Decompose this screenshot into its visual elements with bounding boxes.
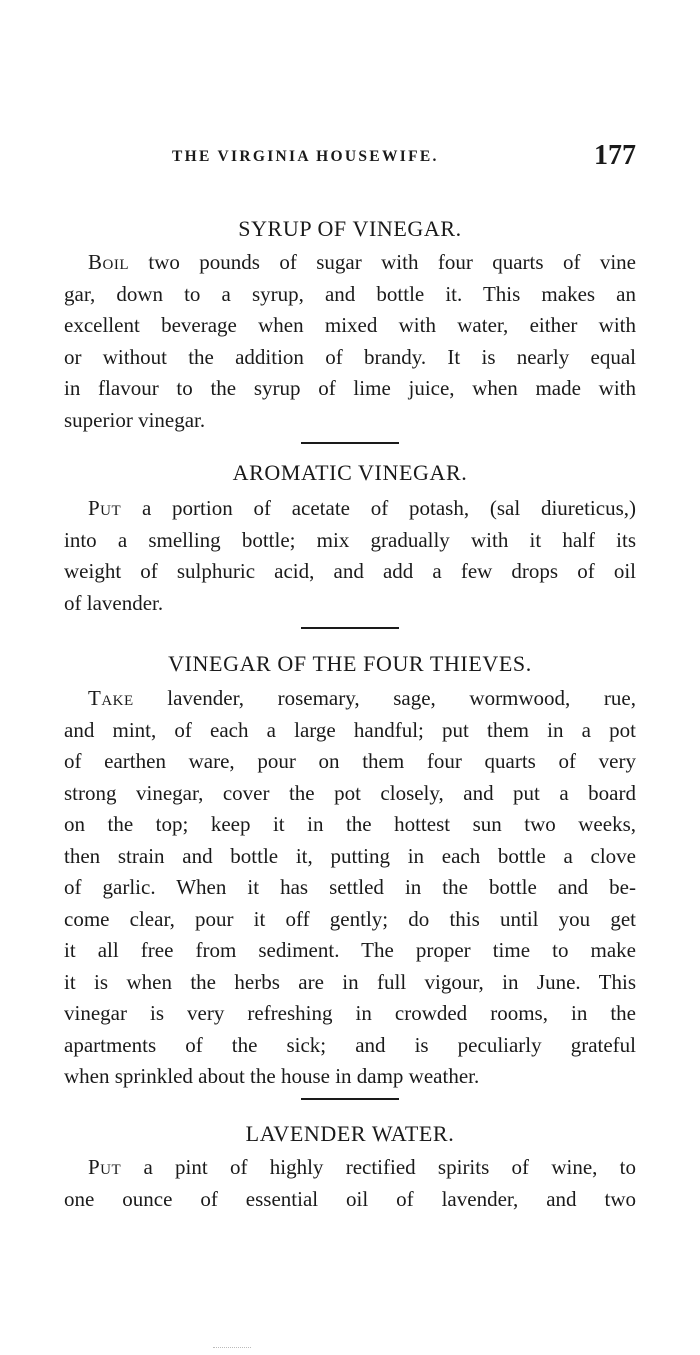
text-line: then strain and bottle it, putting in each bottle a clove: [64, 843, 636, 868]
text-line: gar, down to a syrup, and bottle it. This makes an: [64, 281, 636, 306]
text-line: Put a pint of highly rectified spirits of wine, to: [88, 1155, 636, 1179]
lead-word: Put: [88, 496, 122, 520]
text-line: one ounce of essential oil of lavender, and two: [64, 1186, 636, 1211]
text-line: excellent beverage when mixed with water, either with: [64, 313, 636, 337]
text-line: Put a portion of acetate of potash, (sal diureticus,): [88, 496, 636, 520]
section-title-aromatic-vinegar: AROMATIC VINEGAR.: [232, 460, 468, 485]
text-line: on the top; keep it in the hottest sun two weeks,: [64, 812, 636, 836]
text-line: when sprinkled about the house in damp weather.: [64, 1064, 480, 1088]
scan-smudge: [213, 1347, 251, 1350]
recipe-lavender-water: [64, 1152, 636, 1215]
text-line: or without the addition of brandy. It is nearly equal: [64, 344, 636, 369]
text-line: superior vinegar.: [64, 407, 206, 432]
text-line: Take lavender, rosemary, sage, wormwood, rue,: [88, 686, 636, 710]
text-line: strong vinegar, cover the pot closely, and put a board: [64, 780, 636, 805]
text-line: come clear, pour it off gently; do this until you get: [64, 906, 636, 931]
section-divider: [301, 1098, 399, 1100]
text-line: Boil two pounds of sugar with four quarts of vine: [88, 250, 636, 274]
text-line: vinegar is very refreshing in crowded rooms, in the: [64, 1001, 636, 1025]
text-line: of lavender.: [64, 590, 164, 615]
text-line: of garlic. When it has settled in the bottle and be-: [64, 875, 636, 899]
section-divider: [301, 442, 399, 444]
section-title-four-thieves: VINEGAR OF THE FOUR THIEVES.: [168, 651, 532, 676]
page-number: 177: [594, 140, 636, 171]
text-line: and mint, of each a large handful; put them in a pot: [64, 717, 636, 742]
text-line: of earthen ware, pour on them four quarts of very: [64, 749, 636, 773]
section-title-lavender-water: LAVENDER WATER.: [245, 1121, 455, 1146]
section-title-syrup-of-vinegar: SYRUP OF VINEGAR.: [238, 216, 462, 241]
text-line: weight of sulphuric acid, and add a few drops of oil: [64, 559, 636, 583]
text-line: it is when the herbs are in full vigour, in June. This: [64, 969, 636, 994]
recipe-aromatic-vinegar: [64, 493, 636, 619]
text-line: into a smelling bottle; mix gradually with it half its: [64, 527, 636, 552]
lead-word: Put: [88, 1155, 122, 1179]
recipe-syrup-of-vinegar: [64, 247, 636, 436]
lead-word: Take: [88, 686, 134, 710]
text-line: it all free from sediment. The proper time to make: [64, 938, 636, 962]
recipe-vinegar-of-four-thieves: [64, 683, 636, 1093]
running-title: THE VIRGINIA HOUSEWIFE.: [172, 148, 439, 165]
section-divider: [301, 627, 399, 629]
text-line: in flavour to the syrup of lime juice, when made with: [64, 376, 636, 400]
text-line: apartments of the sick; and is peculiarly grateful: [64, 1032, 636, 1057]
lead-word: Boil: [88, 250, 129, 274]
running-head: [64, 140, 636, 180]
